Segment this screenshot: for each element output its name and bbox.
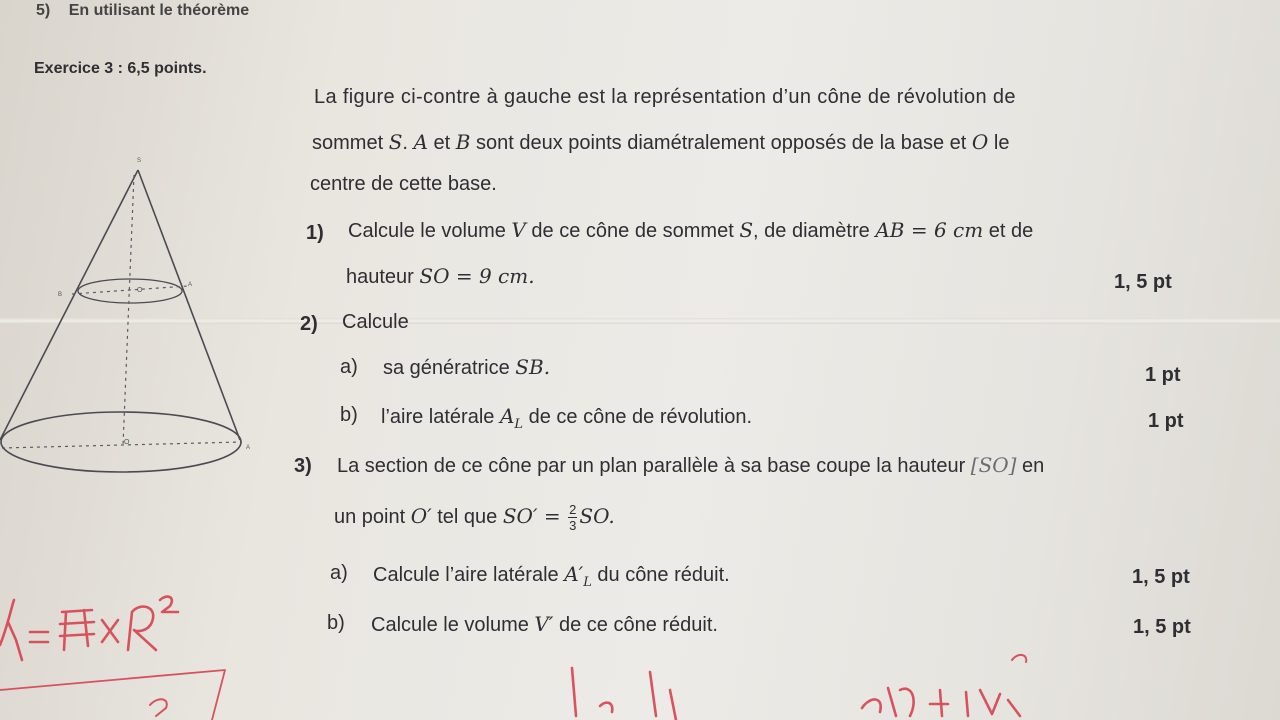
q3-line-2: un point O′ tel que SO′ = $\frac{2}{3}$ SO. [334,502,615,533]
q2a-text: sa génératrice SB. [383,355,551,379]
q1-number: 1) [306,222,324,244]
q1-line-2: hauteur SO = 9 cm. [346,264,535,288]
handwriting-fraction-two [150,699,167,716]
q2a-number: a) [340,356,358,378]
handwriting-squared [160,597,178,612]
q3a-points: 1, 5 pt [1132,566,1190,588]
top-question-number: 5) [36,2,51,19]
fraction-two-thirds: $\frac{2}{3}$ [569,502,577,533]
intro-line-1: La figure ci-contre à gauche est la représentation d’un cône de révolution de [314,86,1016,108]
label-section-right: A [188,282,193,288]
handwriting-times [102,620,118,642]
label-section-left: B [58,292,63,298]
handwriting-pi [60,610,94,650]
label-apex: S [137,158,142,164]
handwriting-R [128,607,156,650]
handwriting-A [0,600,22,660]
q2b-points: 1 pt [1148,410,1184,432]
q2b-text: l’aire latérale $A_L$ de ce cône de révolution. [381,404,753,432]
handwriting-mark-4 [670,690,676,720]
q1-line-1: Calcule le volume V de ce cône de sommet S, de diamètre AB = 6 cm et de [348,218,1034,242]
q2a-points: 1 pt [1145,364,1181,386]
handwriting-box [0,670,225,720]
q1-points: 1, 5 pt [1114,271,1172,293]
handwriting-mark-1 [572,668,576,716]
label-base-center: O [124,439,130,446]
handwriting-mark-3 [650,672,656,716]
intro-line-2: sommet S. A et B sont deux points diamétralement opposés de la base et O le [312,130,1010,154]
q2-number: 2) [300,313,318,335]
handwriting-c [1012,655,1026,662]
handwriting-equals [30,632,48,642]
q3a-text: Calcule l’aire latérale $A'_L$ du cône réduit. [373,562,730,590]
q3-line-1: La section de ce cône par un plan parallèle à sa base coupe la hauteur [SO] en [337,453,1045,477]
exercise-title: Exercice 3 : 6,5 points. [34,60,207,77]
intro-line-3: centre de cette base. [310,173,497,195]
q3a-number: a) [330,562,348,584]
q3b-text: Calcule le volume V′ de ce cône réduit. [371,612,718,636]
q2-title: Calcule [342,311,409,333]
q3b-points: 1, 5 pt [1133,616,1191,638]
label-section-center: O [137,287,143,294]
handwriting-bottom-scribble [862,688,1020,716]
q3-number: 3) [294,455,312,477]
q3b-number: b) [327,612,345,634]
q2b-number: b) [340,404,358,426]
top-question-text: En utilisant le théorème [68,2,250,19]
handwriting-mark-2 [600,703,612,712]
label-base-right: A [246,445,251,451]
